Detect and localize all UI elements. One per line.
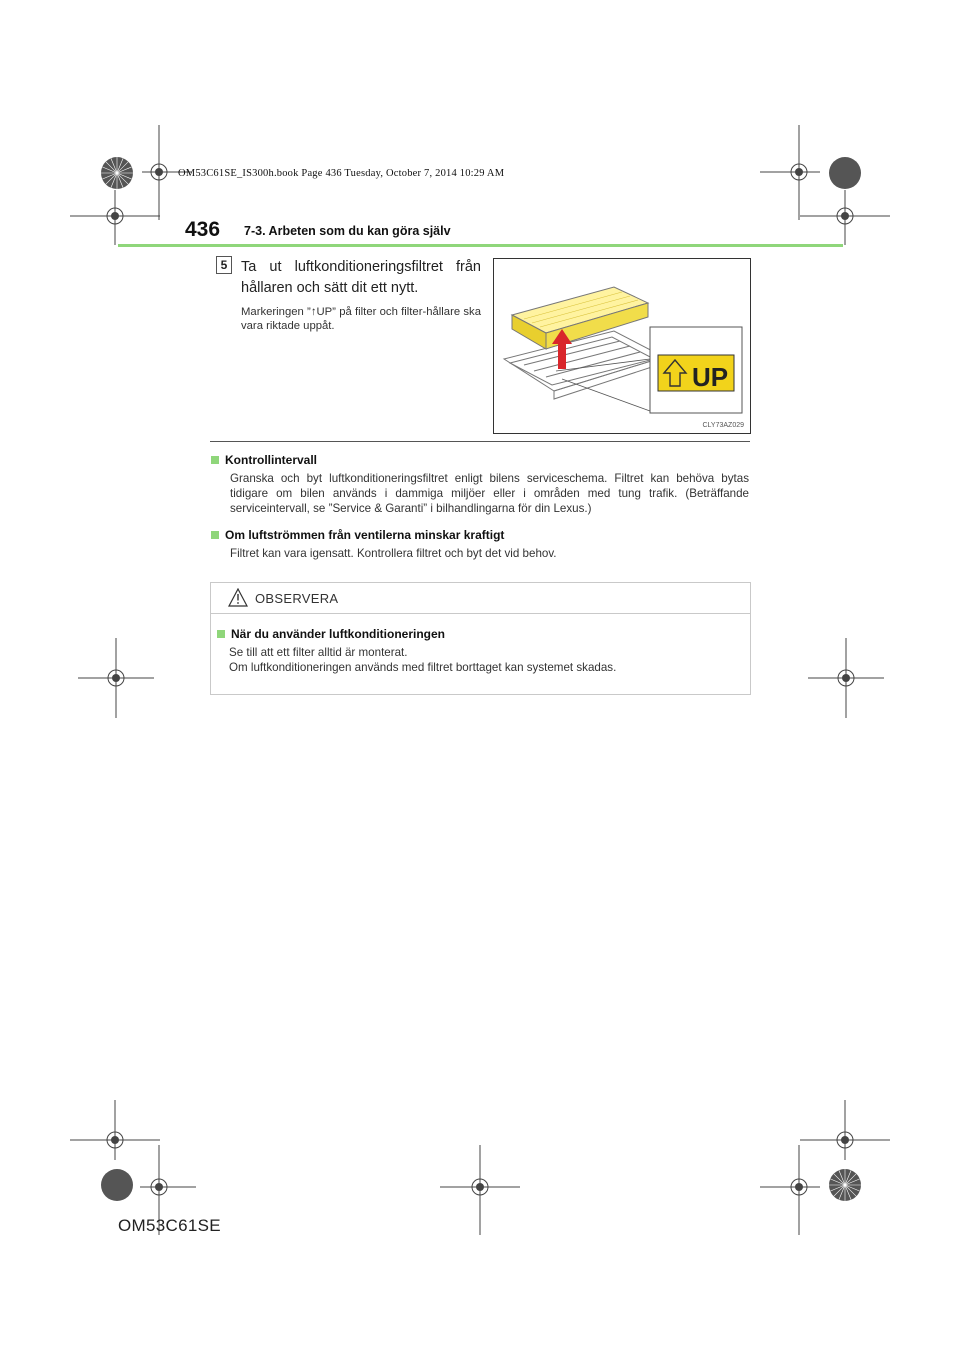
section-title: 7-3. Arbeten som du kan göra själv (244, 224, 451, 238)
filter-diagram (494, 259, 750, 433)
bullet-square-icon (217, 630, 225, 638)
caution-header (211, 583, 750, 614)
step-note: Markeringen ”↑UP” på filter och filter-hållare ska vara riktade uppåt. (241, 306, 481, 332)
section-separator (210, 441, 750, 442)
info-item (211, 453, 749, 516)
filter-illustration (493, 258, 751, 434)
crosshair-mark (70, 190, 160, 245)
caution-box (210, 582, 751, 695)
step-number-badge: 5 (216, 256, 232, 274)
caution-item (217, 627, 737, 675)
info-text: Filtret kan vara igensatt. Kontrollera filtret och byt det vid behov. (230, 547, 557, 560)
print-dial-bottom-right (828, 1168, 862, 1202)
figure-code: CLY73AZ029 (702, 422, 744, 429)
crosshair-mark (800, 190, 890, 245)
footer-code: OM53C61SE (118, 1216, 221, 1235)
info-text: Granska och byt luftkonditioneringsfiltret enligt bilens serviceschema. Filtret kan behöva bytas tidigare om bilen används i dammiga miljöer eller i områden med tung trafik. (Beträffande serviceintervall, se ”Service & Garanti” i bilhandlingarna för din Lexus.) (230, 472, 749, 515)
crosshair-mark (808, 638, 884, 718)
warning-triangle-icon (228, 588, 248, 607)
page-number: 436 (185, 218, 221, 241)
crosshair-mark (78, 638, 154, 718)
caution-item-title: När du använder luftkonditioneringen (231, 627, 446, 641)
up-label: UP (691, 362, 729, 392)
bullet-square-icon (211, 456, 219, 464)
print-dial-bottom-left (100, 1168, 134, 1202)
bullet-square-icon (211, 531, 219, 539)
print-dial-top-right (828, 156, 862, 190)
caution-label: OBSERVERA (255, 591, 339, 606)
info-item (211, 528, 749, 561)
crosshair-mark (440, 1145, 520, 1235)
print-dial-top-left (100, 156, 134, 190)
print-info: OM53C61SE_IS300h.book Page 436 Tuesday, October 7, 2014 10:29 AM (178, 168, 505, 179)
info-title: Om luftströmmen från ventilerna minskar kraftigt (225, 528, 505, 542)
header-rule (118, 244, 843, 247)
step-instruction: Ta ut luftkonditioneringsfiltret från hållaren och sätt dit ett nytt. (241, 259, 481, 296)
info-title: Kontrollintervall (225, 453, 318, 467)
caution-line: Se till att ett filter alltid är monterat. (229, 646, 408, 659)
crosshair-mark (760, 1145, 820, 1235)
caution-line: Om luftkonditioneringen används med filtret borttaget kan systemet skadas. (229, 661, 617, 674)
